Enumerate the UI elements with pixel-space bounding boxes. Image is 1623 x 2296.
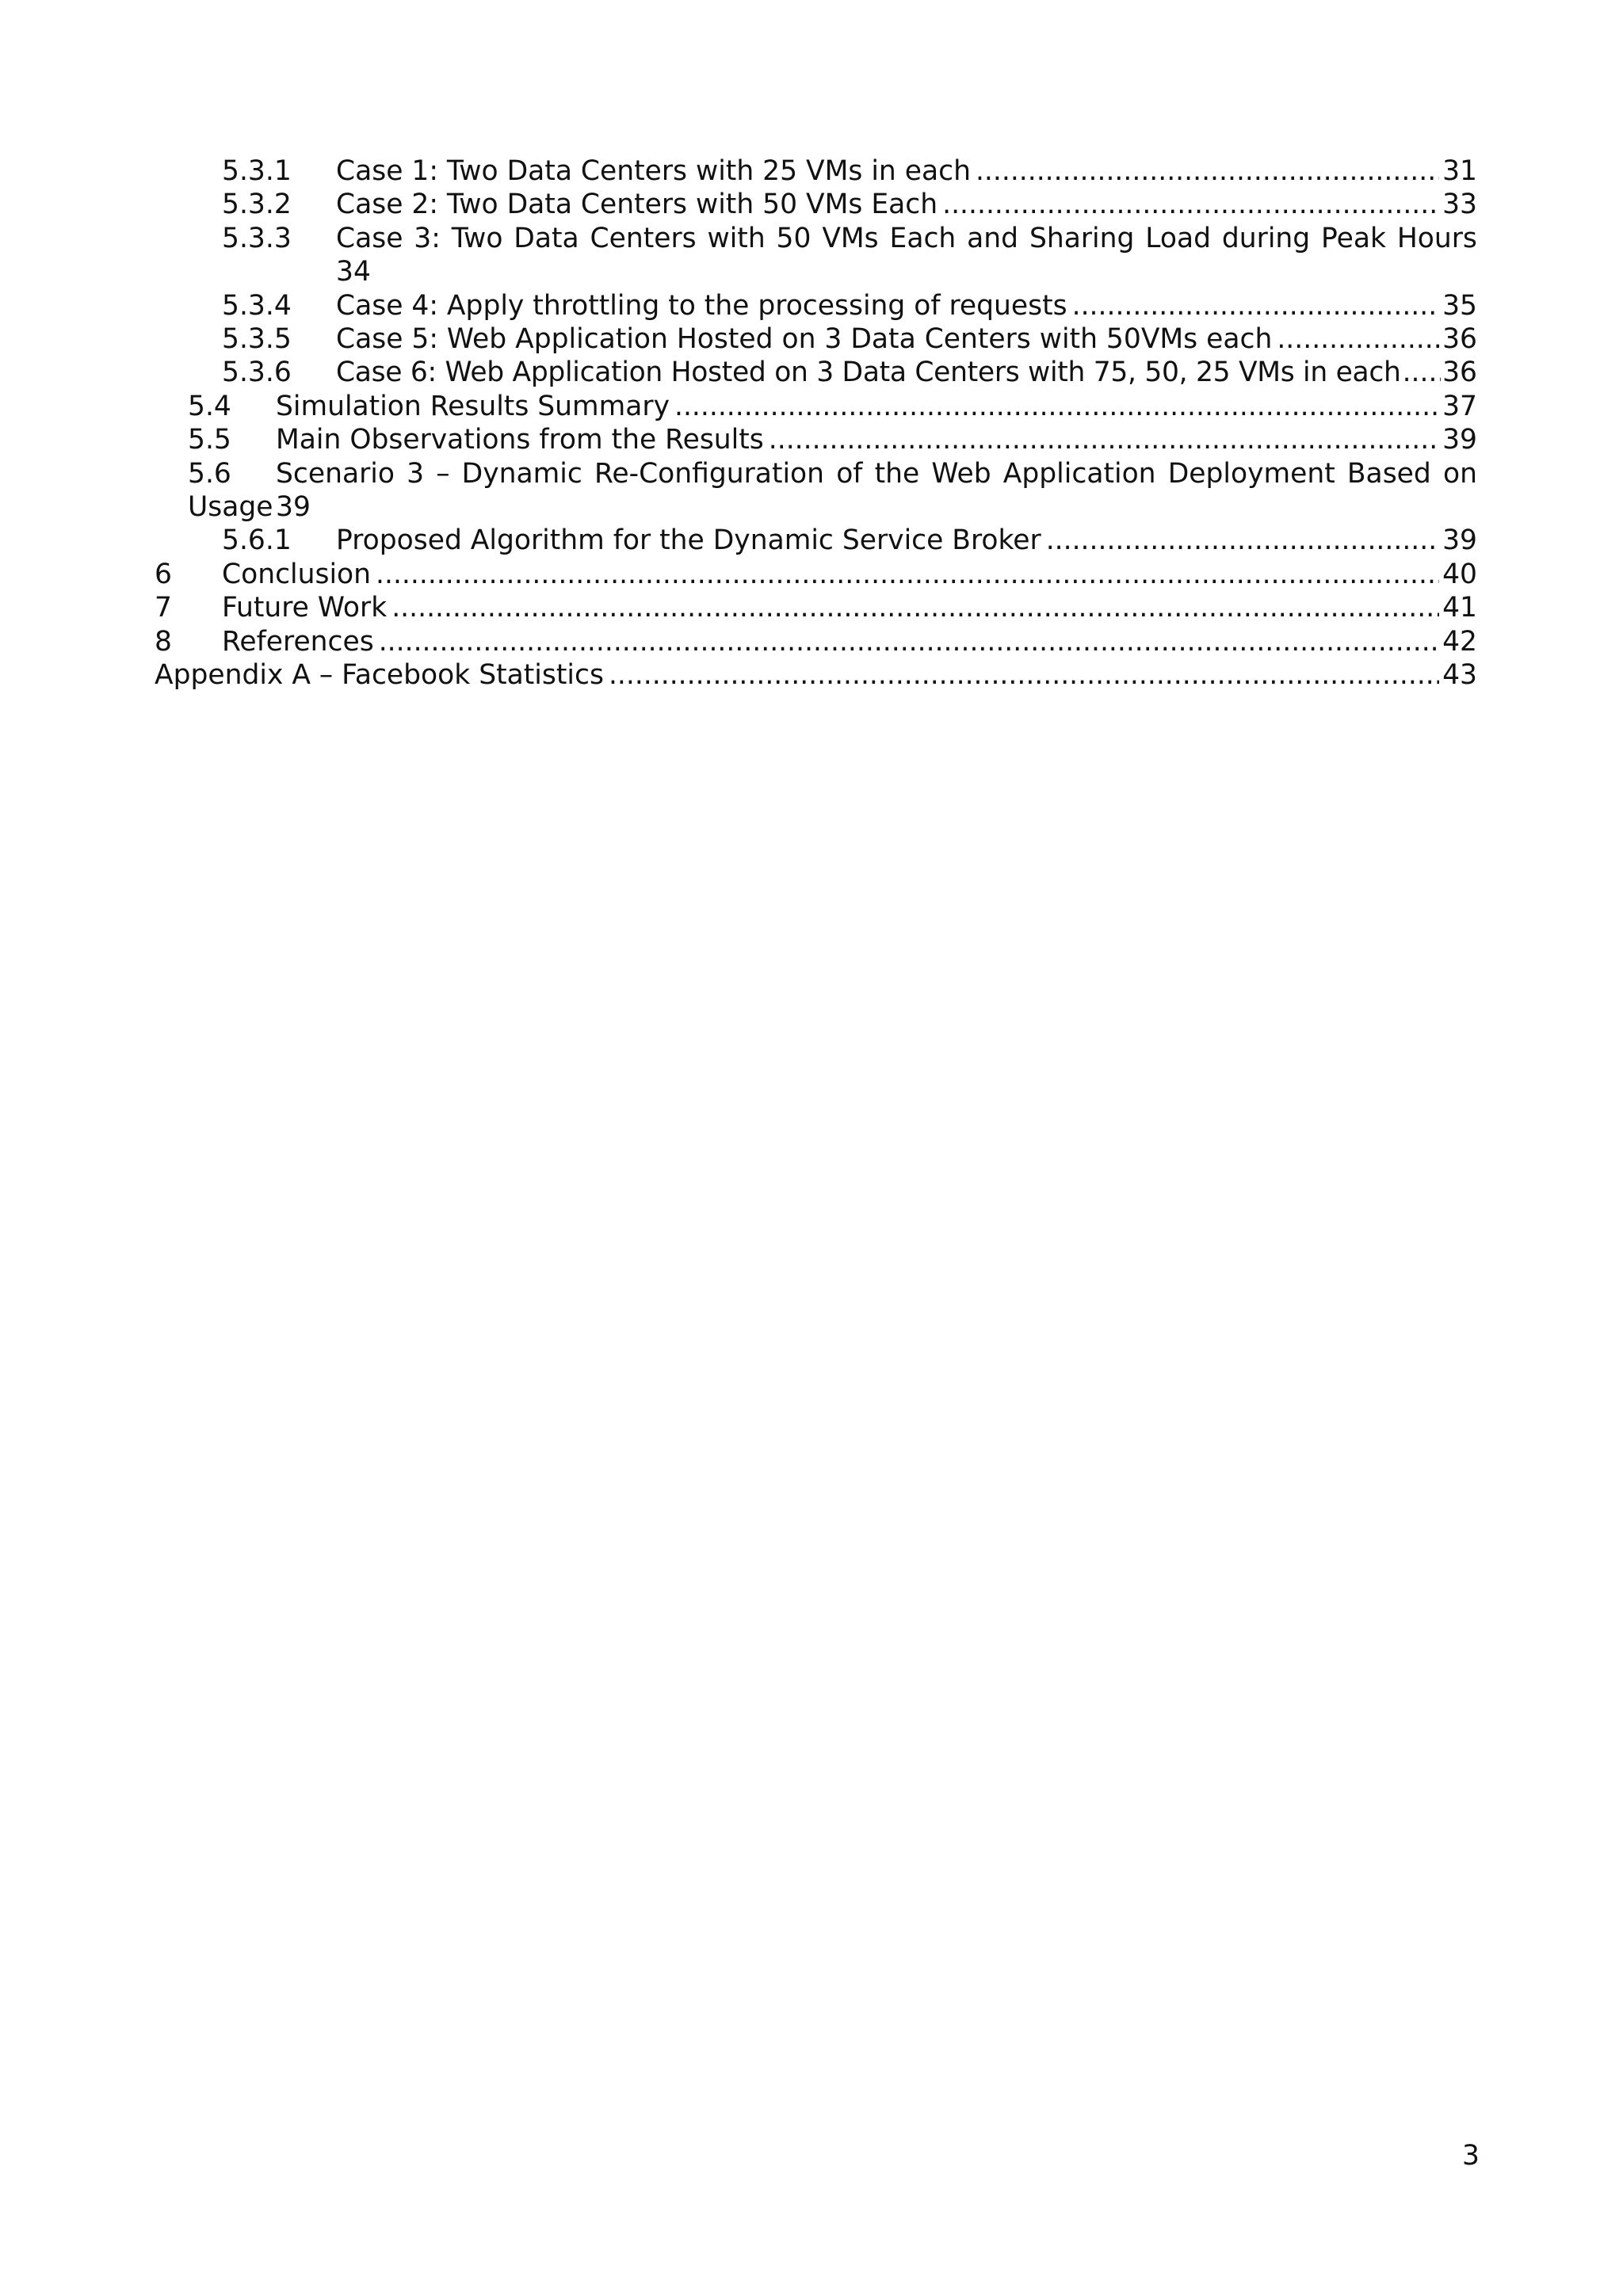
toc-page-number: 39 — [1442, 424, 1477, 456]
title-word: Centers — [590, 222, 697, 254]
leader-dots — [379, 625, 1439, 658]
toc-page-number: 37 — [1442, 390, 1477, 422]
title-word: – — [436, 457, 450, 490]
page-number: 3 — [1462, 2140, 1480, 2172]
title-word: during — [1221, 222, 1311, 254]
toc-number: 5.3.1 — [222, 155, 292, 187]
toc-page-number: 40 — [1442, 558, 1477, 590]
title-word: and — [967, 222, 1019, 254]
toc-page-number: 34 — [336, 256, 371, 288]
title-word: Scenario — [276, 457, 395, 490]
toc-page-number: 39 — [1442, 524, 1477, 557]
toc-entry-5-6[interactable] — [0, 457, 1623, 524]
leader-dots — [674, 390, 1439, 423]
toc-title: Main Observations from the Results — [276, 424, 764, 456]
title-word: on — [1442, 457, 1477, 490]
toc-entry-5-3-6[interactable] — [0, 356, 1623, 389]
toc-number: 5.3.4 — [222, 289, 292, 322]
toc-number: 5.4 — [188, 390, 231, 422]
title-word: Deployment — [1167, 457, 1335, 490]
title-word: Web — [931, 457, 991, 490]
leader-dots — [769, 423, 1439, 456]
title-word: Re-Configuration — [594, 457, 825, 490]
title-word: the — [874, 457, 920, 490]
toc-title: References — [222, 625, 374, 658]
toc-number: 5.3.2 — [222, 189, 292, 221]
toc-entry-appendix-a[interactable] — [0, 658, 1623, 692]
table-of-contents — [0, 154, 1623, 692]
toc-number: 5.3.6 — [222, 357, 292, 389]
title-word: Each — [889, 222, 957, 254]
toc-number: 5.3.3 — [222, 222, 292, 254]
toc-number: 5.5 — [188, 424, 231, 456]
toc-entry-5-3-5[interactable] — [0, 322, 1623, 356]
title-word: with — [707, 222, 766, 254]
title-word: Data — [514, 222, 579, 254]
toc-entry-5-5[interactable] — [0, 423, 1623, 456]
toc-title: Appendix A – Facebook Statistics — [155, 658, 604, 691]
title-word: Based — [1346, 457, 1431, 490]
toc-title: Future Work — [222, 592, 388, 624]
title-word: Case — [336, 222, 403, 254]
toc-title: Case 1: Two Data Centers with 25 VMs in each — [336, 155, 971, 187]
toc-page-number: 41 — [1442, 592, 1477, 624]
toc-title: Proposed Algorithm for the Dynamic Service Broker — [336, 524, 1041, 557]
toc-entry-8[interactable] — [0, 625, 1623, 658]
toc-page-number: 42 — [1442, 625, 1477, 658]
leader-dots — [942, 188, 1439, 221]
title-word: VMs — [822, 222, 879, 254]
title-word: 3 — [407, 457, 425, 490]
title-word: Hours — [1396, 222, 1477, 254]
toc-page-number: 31 — [1442, 155, 1477, 187]
title-continuation: Usage — [188, 490, 273, 523]
toc-title — [276, 457, 1477, 490]
leader-dots — [376, 558, 1439, 591]
toc-title: Case 4: Apply throttling to the processing of requests — [336, 289, 1067, 322]
leader-dots — [1046, 524, 1439, 557]
toc-number: 5.6.1 — [222, 524, 292, 557]
title-word: 3: — [414, 222, 441, 254]
toc-entry-5-3-1[interactable] — [0, 154, 1623, 188]
toc-page-number: 39 — [276, 490, 311, 523]
leader-dots — [1072, 289, 1439, 322]
toc-entry-7[interactable] — [0, 591, 1623, 624]
leader-dots — [976, 154, 1439, 188]
toc-title: Case 5: Web Application Hosted on 3 Data Centers with 50VMs each — [336, 322, 1273, 355]
title-word: Two — [451, 222, 503, 254]
toc-title: Simulation Results Summary — [276, 390, 670, 422]
toc-page-number: 36 — [1442, 322, 1477, 355]
leader-dots — [1277, 322, 1439, 356]
toc-entry-5-6-1[interactable] — [0, 524, 1623, 557]
toc-entry-6[interactable] — [0, 558, 1623, 591]
toc-title: Case 6: Web Application Hosted on 3 Data Centers with 75, 50, 25 VMs in each — [336, 357, 1401, 389]
title-word: Load — [1145, 222, 1212, 254]
leader-dots — [1403, 356, 1442, 389]
title-word: 50 — [776, 222, 812, 254]
toc-page-number: 43 — [1442, 658, 1477, 691]
toc-page-number: 36 — [1442, 357, 1477, 389]
toc-entry-5-3-2[interactable] — [0, 188, 1623, 221]
title-word: Application — [1002, 457, 1156, 490]
title-word: of — [836, 457, 863, 490]
toc-title: Case 2: Two Data Centers with 50 VMs Each — [336, 189, 938, 221]
toc-title: Conclusion — [222, 558, 372, 590]
toc-entry-5-3-3[interactable] — [0, 222, 1623, 289]
toc-entry-5-4[interactable] — [0, 390, 1623, 423]
toc-page-number: 33 — [1442, 189, 1477, 221]
toc-title — [336, 222, 1477, 255]
title-word: Dynamic — [461, 457, 582, 490]
toc-page-number: 35 — [1442, 289, 1477, 322]
title-word: Peak — [1321, 222, 1386, 254]
leader-dots — [391, 591, 1439, 624]
toc-number: 8 — [155, 625, 172, 658]
toc-number: 6 — [155, 558, 172, 590]
toc-number: 7 — [155, 592, 172, 624]
title-word: Sharing — [1029, 222, 1135, 254]
toc-number: 5.3.5 — [222, 322, 292, 355]
toc-entry-5-3-4[interactable] — [0, 289, 1623, 322]
toc-number: 5.6 — [188, 457, 231, 490]
leader-dots — [609, 658, 1439, 692]
